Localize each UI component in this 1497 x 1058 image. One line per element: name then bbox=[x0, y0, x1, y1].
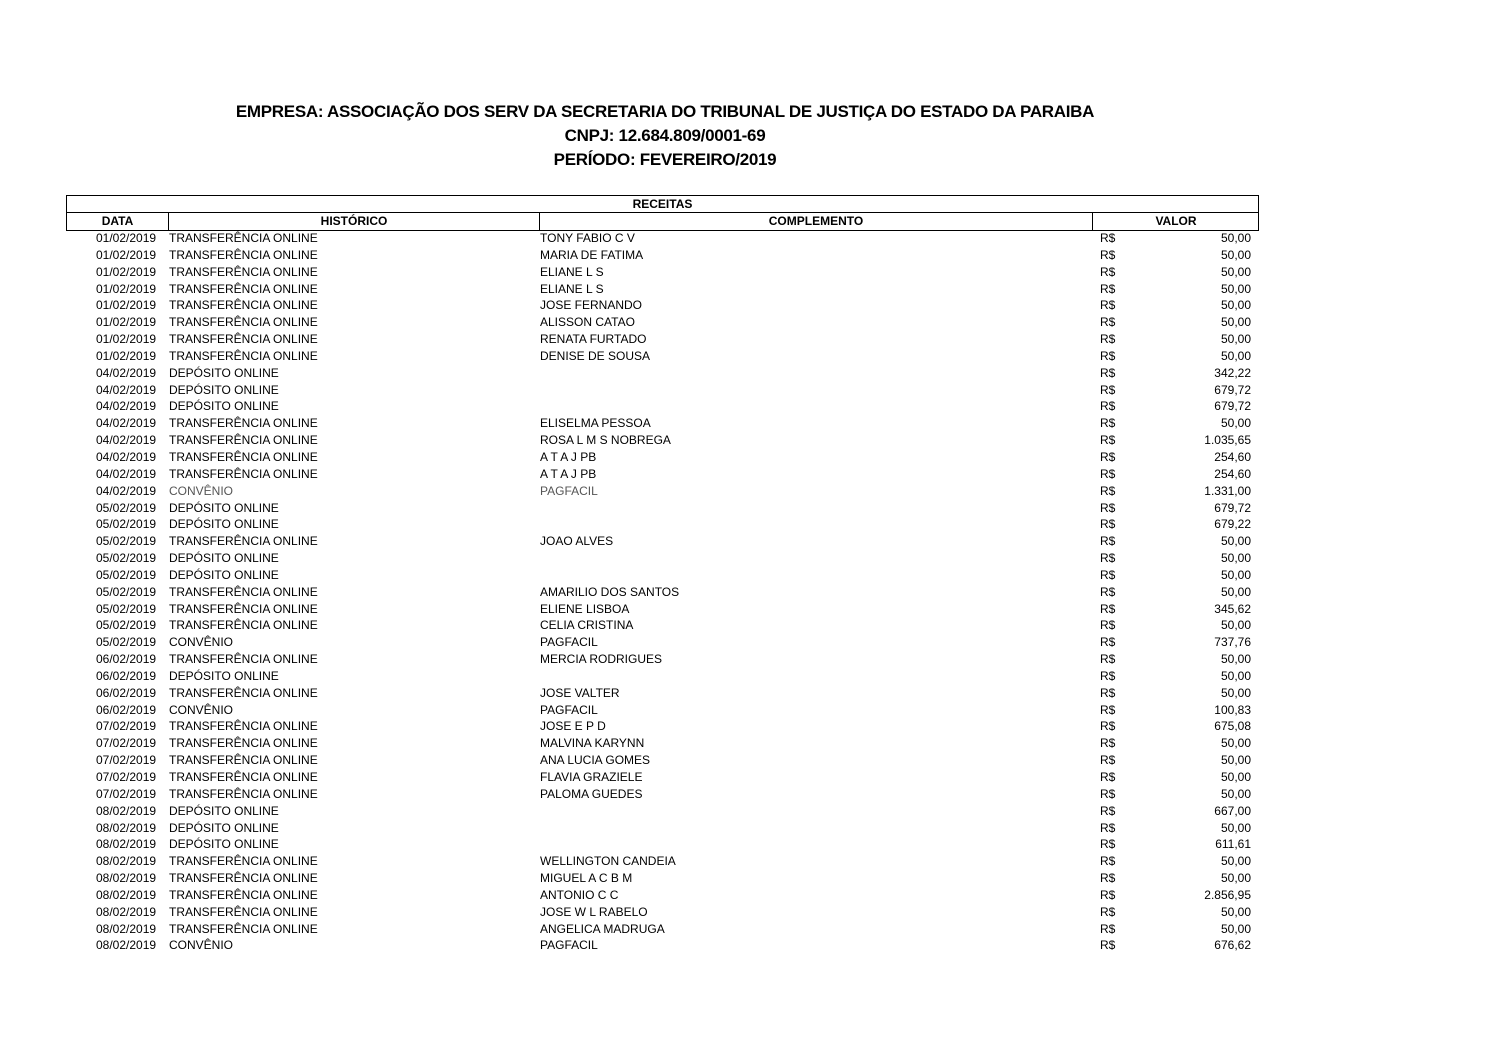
company-cnpj: CNPJ: 12.684.809/0001-69 bbox=[564, 126, 766, 145]
row-historico: TRANSFERÊNCIA ONLINE bbox=[169, 904, 318, 919]
row-historico: TRANSFERÊNCIA ONLINE bbox=[169, 264, 318, 279]
row-complemento: ANGELICA MADRUGA bbox=[540, 921, 665, 936]
row-complemento: ELIANE L S bbox=[540, 281, 604, 296]
table-row bbox=[66, 803, 1259, 820]
row-date: 01/02/2019 bbox=[96, 298, 157, 313]
row-valor: 50,00 bbox=[1220, 652, 1251, 667]
row-historico: TRANSFERÊNCIA ONLINE bbox=[169, 736, 318, 751]
table-row bbox=[66, 281, 1259, 298]
row-date: 06/02/2019 bbox=[96, 702, 157, 717]
row-complemento: JOSE VALTER bbox=[540, 685, 620, 700]
row-valor: 50,00 bbox=[1220, 416, 1251, 431]
table-row bbox=[66, 752, 1259, 769]
row-valor: 50,00 bbox=[1220, 854, 1251, 869]
column-header-complemento: COMPLEMENTO bbox=[768, 214, 864, 228]
row-currency: R$ bbox=[1100, 551, 1116, 566]
row-historico: CONVÊNIO bbox=[169, 702, 234, 717]
row-currency: R$ bbox=[1100, 635, 1116, 650]
row-valor: 50,00 bbox=[1220, 567, 1251, 582]
row-currency: R$ bbox=[1100, 837, 1116, 852]
row-historico: TRANSFERÊNCIA ONLINE bbox=[169, 449, 318, 464]
row-historico: TRANSFERÊNCIA ONLINE bbox=[169, 887, 318, 902]
row-valor: 667,00 bbox=[1214, 803, 1251, 818]
row-date: 01/02/2019 bbox=[96, 231, 157, 245]
row-historico: TRANSFERÊNCIA ONLINE bbox=[169, 534, 318, 549]
row-valor: 611,61 bbox=[1215, 837, 1251, 852]
row-currency: R$ bbox=[1100, 332, 1116, 347]
row-valor: 50,00 bbox=[1220, 247, 1251, 262]
row-currency: R$ bbox=[1100, 264, 1116, 279]
table-row bbox=[66, 500, 1259, 517]
row-complemento: CELIA CRISTINA bbox=[540, 618, 634, 633]
row-valor: 50,00 bbox=[1220, 820, 1251, 835]
row-historico: DEPÓSITO ONLINE bbox=[169, 567, 279, 582]
row-valor: 50,00 bbox=[1220, 315, 1251, 330]
table-row bbox=[66, 735, 1259, 752]
row-valor: 50,00 bbox=[1220, 584, 1251, 599]
row-currency: R$ bbox=[1100, 719, 1116, 734]
row-complemento: FLAVIA GRAZIELE bbox=[540, 770, 643, 784]
row-complemento: PAGFACIL bbox=[540, 635, 598, 650]
row-valor: 2.856,95 bbox=[1204, 887, 1251, 902]
row-historico: TRANSFERÊNCIA ONLINE bbox=[169, 281, 318, 296]
row-historico: CONVÊNIO bbox=[169, 635, 234, 650]
row-currency: R$ bbox=[1100, 247, 1116, 262]
row-historico: TRANSFERÊNCIA ONLINE bbox=[169, 652, 318, 667]
table-row bbox=[66, 247, 1259, 264]
row-valor: 254,60 bbox=[1214, 466, 1251, 481]
row-valor: 50,00 bbox=[1220, 534, 1251, 549]
row-currency: R$ bbox=[1100, 466, 1116, 481]
row-date: 08/02/2019 bbox=[96, 820, 157, 835]
row-valor: 50,00 bbox=[1220, 753, 1251, 768]
row-historico: CONVÊNIO bbox=[169, 483, 234, 498]
table-row bbox=[66, 398, 1259, 415]
row-valor: 1.331,00 bbox=[1204, 483, 1251, 498]
row-historico: TRANSFERÊNCIA ONLINE bbox=[169, 854, 318, 869]
row-currency: R$ bbox=[1100, 668, 1116, 683]
row-date: 01/02/2019 bbox=[96, 281, 157, 296]
row-date: 06/02/2019 bbox=[96, 668, 157, 683]
row-currency: R$ bbox=[1100, 449, 1116, 464]
table-row bbox=[66, 230, 1259, 247]
row-date: 04/02/2019 bbox=[96, 433, 157, 448]
row-valor: 50,00 bbox=[1220, 904, 1251, 919]
row-currency: R$ bbox=[1100, 887, 1116, 902]
row-complemento: TONY FABIO C V bbox=[540, 231, 635, 245]
row-date: 08/02/2019 bbox=[96, 871, 157, 886]
row-currency: R$ bbox=[1100, 281, 1116, 296]
table-row bbox=[66, 853, 1259, 870]
table-row bbox=[66, 297, 1259, 314]
row-currency: R$ bbox=[1100, 685, 1116, 700]
table-row bbox=[66, 533, 1259, 550]
row-complemento: WELLINGTON CANDEIA bbox=[540, 854, 676, 869]
row-date: 08/02/2019 bbox=[96, 803, 157, 818]
row-valor: 50,00 bbox=[1220, 348, 1251, 363]
row-date: 01/02/2019 bbox=[96, 247, 157, 262]
row-date: 07/02/2019 bbox=[96, 719, 157, 734]
table-row bbox=[66, 264, 1259, 281]
row-historico: TRANSFERÊNCIA ONLINE bbox=[169, 348, 318, 363]
row-date: 08/02/2019 bbox=[96, 921, 157, 936]
row-complemento: ALISSON CATAO bbox=[540, 315, 635, 330]
row-complemento: RENATA FURTADO bbox=[540, 332, 647, 347]
row-currency: R$ bbox=[1100, 803, 1116, 818]
section-title: RECEITAS bbox=[66, 195, 1259, 213]
row-valor: 1.035,65 bbox=[1204, 433, 1251, 448]
row-currency: R$ bbox=[1100, 500, 1116, 515]
row-historico: TRANSFERÊNCIA ONLINE bbox=[169, 753, 318, 768]
row-valor: 50,00 bbox=[1220, 736, 1251, 751]
transactions-list bbox=[66, 230, 1259, 954]
report-header bbox=[0, 100, 1330, 172]
row-date: 05/02/2019 bbox=[96, 517, 157, 532]
table-row bbox=[66, 365, 1259, 382]
column-header-data: DATA bbox=[101, 214, 134, 228]
table-row bbox=[66, 314, 1259, 331]
row-currency: R$ bbox=[1100, 702, 1116, 717]
table-row bbox=[66, 937, 1259, 954]
row-valor: 50,00 bbox=[1220, 685, 1251, 700]
report-period: PERÍODO: FEVEREIRO/2019 bbox=[553, 150, 777, 169]
table-row bbox=[66, 634, 1259, 651]
row-date: 08/02/2019 bbox=[96, 887, 157, 902]
column-header-valor: VALOR bbox=[1155, 214, 1197, 228]
row-currency: R$ bbox=[1100, 348, 1116, 363]
row-complemento: PAGFACIL bbox=[540, 938, 598, 953]
row-valor: 679,72 bbox=[1214, 382, 1251, 397]
row-complemento: MERCIA RODRIGUES bbox=[540, 652, 663, 667]
table-row bbox=[66, 786, 1259, 803]
table-row bbox=[66, 651, 1259, 668]
table-row bbox=[66, 921, 1259, 938]
row-date: 07/02/2019 bbox=[96, 786, 157, 801]
table-row bbox=[66, 769, 1259, 786]
table-row bbox=[66, 870, 1259, 887]
row-currency: R$ bbox=[1100, 382, 1116, 397]
row-currency: R$ bbox=[1100, 483, 1116, 498]
row-date: 05/02/2019 bbox=[96, 635, 157, 650]
row-date: 04/02/2019 bbox=[96, 365, 157, 380]
row-valor: 679,72 bbox=[1214, 399, 1251, 414]
row-valor: 50,00 bbox=[1220, 231, 1251, 245]
row-valor: 50,00 bbox=[1220, 551, 1251, 566]
row-date: 04/02/2019 bbox=[96, 449, 157, 464]
row-currency: R$ bbox=[1100, 652, 1116, 667]
row-currency: R$ bbox=[1100, 770, 1116, 784]
table-row bbox=[66, 820, 1259, 837]
row-currency: R$ bbox=[1100, 736, 1116, 751]
row-date: 07/02/2019 bbox=[96, 736, 157, 751]
table-row bbox=[66, 601, 1259, 618]
row-complemento: MARIA DE FATIMA bbox=[540, 247, 644, 262]
row-currency: R$ bbox=[1100, 921, 1116, 936]
row-historico: TRANSFERÊNCIA ONLINE bbox=[169, 247, 318, 262]
row-valor: 679,72 bbox=[1214, 500, 1251, 515]
table-row bbox=[66, 567, 1259, 584]
row-date: 04/02/2019 bbox=[96, 416, 157, 431]
row-complemento: DENISE DE SOUSA bbox=[540, 348, 651, 363]
row-historico: TRANSFERÊNCIA ONLINE bbox=[169, 466, 318, 481]
row-historico: DEPÓSITO ONLINE bbox=[169, 551, 279, 566]
row-historico: TRANSFERÊNCIA ONLINE bbox=[169, 433, 318, 448]
table-row bbox=[66, 584, 1259, 601]
row-historico: TRANSFERÊNCIA ONLINE bbox=[169, 601, 318, 616]
row-historico: DEPÓSITO ONLINE bbox=[169, 517, 279, 532]
row-historico: TRANSFERÊNCIA ONLINE bbox=[169, 786, 318, 801]
row-historico: DEPÓSITO ONLINE bbox=[169, 820, 279, 835]
row-complemento: A T A J PB bbox=[540, 449, 597, 464]
row-currency: R$ bbox=[1100, 534, 1116, 549]
row-date: 05/02/2019 bbox=[96, 567, 157, 582]
table-row bbox=[66, 617, 1259, 634]
row-currency: R$ bbox=[1100, 904, 1116, 919]
row-historico: TRANSFERÊNCIA ONLINE bbox=[169, 618, 318, 633]
row-date: 01/02/2019 bbox=[96, 315, 157, 330]
row-currency: R$ bbox=[1100, 517, 1116, 532]
row-complemento: ELIANE L S bbox=[540, 264, 604, 279]
row-historico: DEPÓSITO ONLINE bbox=[169, 668, 279, 683]
row-currency: R$ bbox=[1100, 416, 1116, 431]
table-row bbox=[66, 668, 1259, 685]
row-complemento: ELIENE LISBOA bbox=[540, 601, 630, 616]
row-historico: TRANSFERÊNCIA ONLINE bbox=[169, 871, 318, 886]
row-complemento: PALOMA GUEDES bbox=[540, 786, 643, 801]
table-header bbox=[66, 195, 1259, 231]
row-currency: R$ bbox=[1100, 298, 1116, 313]
row-currency: R$ bbox=[1100, 618, 1116, 633]
row-valor: 50,00 bbox=[1220, 281, 1251, 296]
row-currency: R$ bbox=[1100, 601, 1116, 616]
table-row bbox=[66, 904, 1259, 921]
table-row bbox=[66, 382, 1259, 399]
row-historico: TRANSFERÊNCIA ONLINE bbox=[169, 332, 318, 347]
row-date: 07/02/2019 bbox=[96, 753, 157, 768]
table-row bbox=[66, 449, 1259, 466]
row-date: 05/02/2019 bbox=[96, 551, 157, 566]
row-valor: 50,00 bbox=[1220, 332, 1251, 347]
row-date: 04/02/2019 bbox=[96, 483, 157, 498]
row-currency: R$ bbox=[1100, 433, 1116, 448]
row-valor: 50,00 bbox=[1220, 298, 1251, 313]
row-date: 05/02/2019 bbox=[96, 500, 157, 515]
row-complemento: ANA LUCIA GOMES bbox=[540, 753, 651, 768]
row-valor: 50,00 bbox=[1220, 921, 1251, 936]
row-valor: 342,22 bbox=[1214, 365, 1251, 380]
row-date: 04/02/2019 bbox=[96, 466, 157, 481]
row-valor: 254,60 bbox=[1214, 449, 1251, 464]
row-historico: TRANSFERÊNCIA ONLINE bbox=[169, 231, 318, 245]
row-valor: 50,00 bbox=[1220, 668, 1251, 683]
row-valor: 679,22 bbox=[1214, 517, 1251, 532]
table-row bbox=[66, 483, 1259, 500]
row-historico: TRANSFERÊNCIA ONLINE bbox=[169, 416, 318, 431]
row-complemento: JOSE FERNANDO bbox=[540, 298, 643, 313]
row-complemento: JOSE E P D bbox=[540, 719, 606, 734]
row-date: 08/02/2019 bbox=[96, 938, 157, 953]
row-date: 01/02/2019 bbox=[96, 348, 157, 363]
row-historico: DEPÓSITO ONLINE bbox=[169, 803, 279, 818]
row-date: 07/02/2019 bbox=[96, 770, 157, 784]
row-date: 05/02/2019 bbox=[96, 618, 157, 633]
row-valor: 676,62 bbox=[1214, 938, 1251, 953]
row-historico: DEPÓSITO ONLINE bbox=[169, 837, 279, 852]
row-currency: R$ bbox=[1100, 399, 1116, 414]
row-historico: TRANSFERÊNCIA ONLINE bbox=[169, 685, 318, 700]
row-valor: 675,08 bbox=[1214, 719, 1251, 734]
row-historico: DEPÓSITO ONLINE bbox=[169, 382, 279, 397]
row-valor: 737,76 bbox=[1214, 635, 1251, 650]
row-historico: TRANSFERÊNCIA ONLINE bbox=[169, 770, 318, 784]
row-date: 08/02/2019 bbox=[96, 904, 157, 919]
row-historico: TRANSFERÊNCIA ONLINE bbox=[169, 719, 318, 734]
row-complemento: MIGUEL A C B M bbox=[540, 871, 633, 886]
row-valor: 50,00 bbox=[1220, 618, 1251, 633]
row-currency: R$ bbox=[1100, 584, 1116, 599]
row-currency: R$ bbox=[1100, 786, 1116, 801]
row-complemento: ANTONIO C C bbox=[540, 887, 619, 902]
table-row bbox=[66, 702, 1259, 719]
row-currency: R$ bbox=[1100, 820, 1116, 835]
row-historico: TRANSFERÊNCIA ONLINE bbox=[169, 315, 318, 330]
row-date: 05/02/2019 bbox=[96, 601, 157, 616]
row-valor: 50,00 bbox=[1220, 786, 1251, 801]
row-date: 01/02/2019 bbox=[96, 332, 157, 347]
table-row bbox=[66, 331, 1259, 348]
row-historico: DEPÓSITO ONLINE bbox=[169, 500, 279, 515]
table-row bbox=[66, 516, 1259, 533]
row-currency: R$ bbox=[1100, 871, 1116, 886]
table-row bbox=[66, 887, 1259, 904]
row-currency: R$ bbox=[1100, 567, 1116, 582]
row-historico: TRANSFERÊNCIA ONLINE bbox=[169, 921, 318, 936]
row-currency: R$ bbox=[1100, 938, 1116, 953]
column-headers bbox=[66, 213, 1259, 231]
row-complemento: MALVINA KARYNN bbox=[540, 736, 645, 751]
row-historico: TRANSFERÊNCIA ONLINE bbox=[169, 298, 318, 313]
row-complemento: ROSA L M S NOBREGA bbox=[540, 433, 671, 448]
column-header-historico: HISTÓRICO bbox=[320, 214, 388, 228]
table-row bbox=[66, 718, 1259, 735]
row-valor: 50,00 bbox=[1220, 264, 1251, 279]
row-complemento: AMARILIO DOS SANTOS bbox=[540, 584, 680, 599]
row-complemento: PAGFACIL bbox=[540, 483, 598, 498]
row-complemento: A T A J PB bbox=[540, 466, 597, 481]
table-row bbox=[66, 685, 1259, 702]
table-row bbox=[66, 836, 1259, 853]
row-historico: TRANSFERÊNCIA ONLINE bbox=[169, 584, 318, 599]
row-currency: R$ bbox=[1100, 854, 1116, 869]
table-row bbox=[66, 550, 1259, 567]
table-row bbox=[66, 432, 1259, 449]
row-date: 06/02/2019 bbox=[96, 652, 157, 667]
row-date: 08/02/2019 bbox=[96, 837, 157, 852]
row-date: 01/02/2019 bbox=[96, 264, 157, 279]
row-valor: 345,62 bbox=[1214, 601, 1251, 616]
row-complemento: JOAO ALVES bbox=[540, 534, 614, 549]
row-currency: R$ bbox=[1100, 753, 1116, 768]
table-row bbox=[66, 466, 1259, 483]
row-date: 05/02/2019 bbox=[96, 584, 157, 599]
company-name: EMPRESA: ASSOCIAÇÃO DOS SERV DA SECRETARIA DO TRIBUNAL DE JUSTIÇA DO ESTADO DA PARAIBA bbox=[235, 102, 1095, 121]
row-historico: DEPÓSITO ONLINE bbox=[169, 399, 279, 414]
row-currency: R$ bbox=[1100, 365, 1116, 380]
row-currency: R$ bbox=[1100, 315, 1116, 330]
row-valor: 50,00 bbox=[1220, 871, 1251, 886]
row-date: 05/02/2019 bbox=[96, 534, 157, 549]
row-currency: R$ bbox=[1100, 231, 1116, 245]
row-historico: CONVÊNIO bbox=[169, 938, 234, 953]
row-historico: DEPÓSITO ONLINE bbox=[169, 365, 279, 380]
row-valor: 100,83 bbox=[1214, 702, 1251, 717]
row-date: 04/02/2019 bbox=[96, 399, 157, 414]
row-date: 06/02/2019 bbox=[96, 685, 157, 700]
table-row bbox=[66, 415, 1259, 432]
row-complemento: JOSE W L RABELO bbox=[540, 904, 648, 919]
row-date: 04/02/2019 bbox=[96, 382, 157, 397]
table-row bbox=[66, 348, 1259, 365]
row-complemento: ELISELMA PESSOA bbox=[540, 416, 651, 431]
row-valor: 50,00 bbox=[1220, 770, 1251, 784]
row-date: 08/02/2019 bbox=[96, 854, 157, 869]
row-complemento: PAGFACIL bbox=[540, 702, 598, 717]
